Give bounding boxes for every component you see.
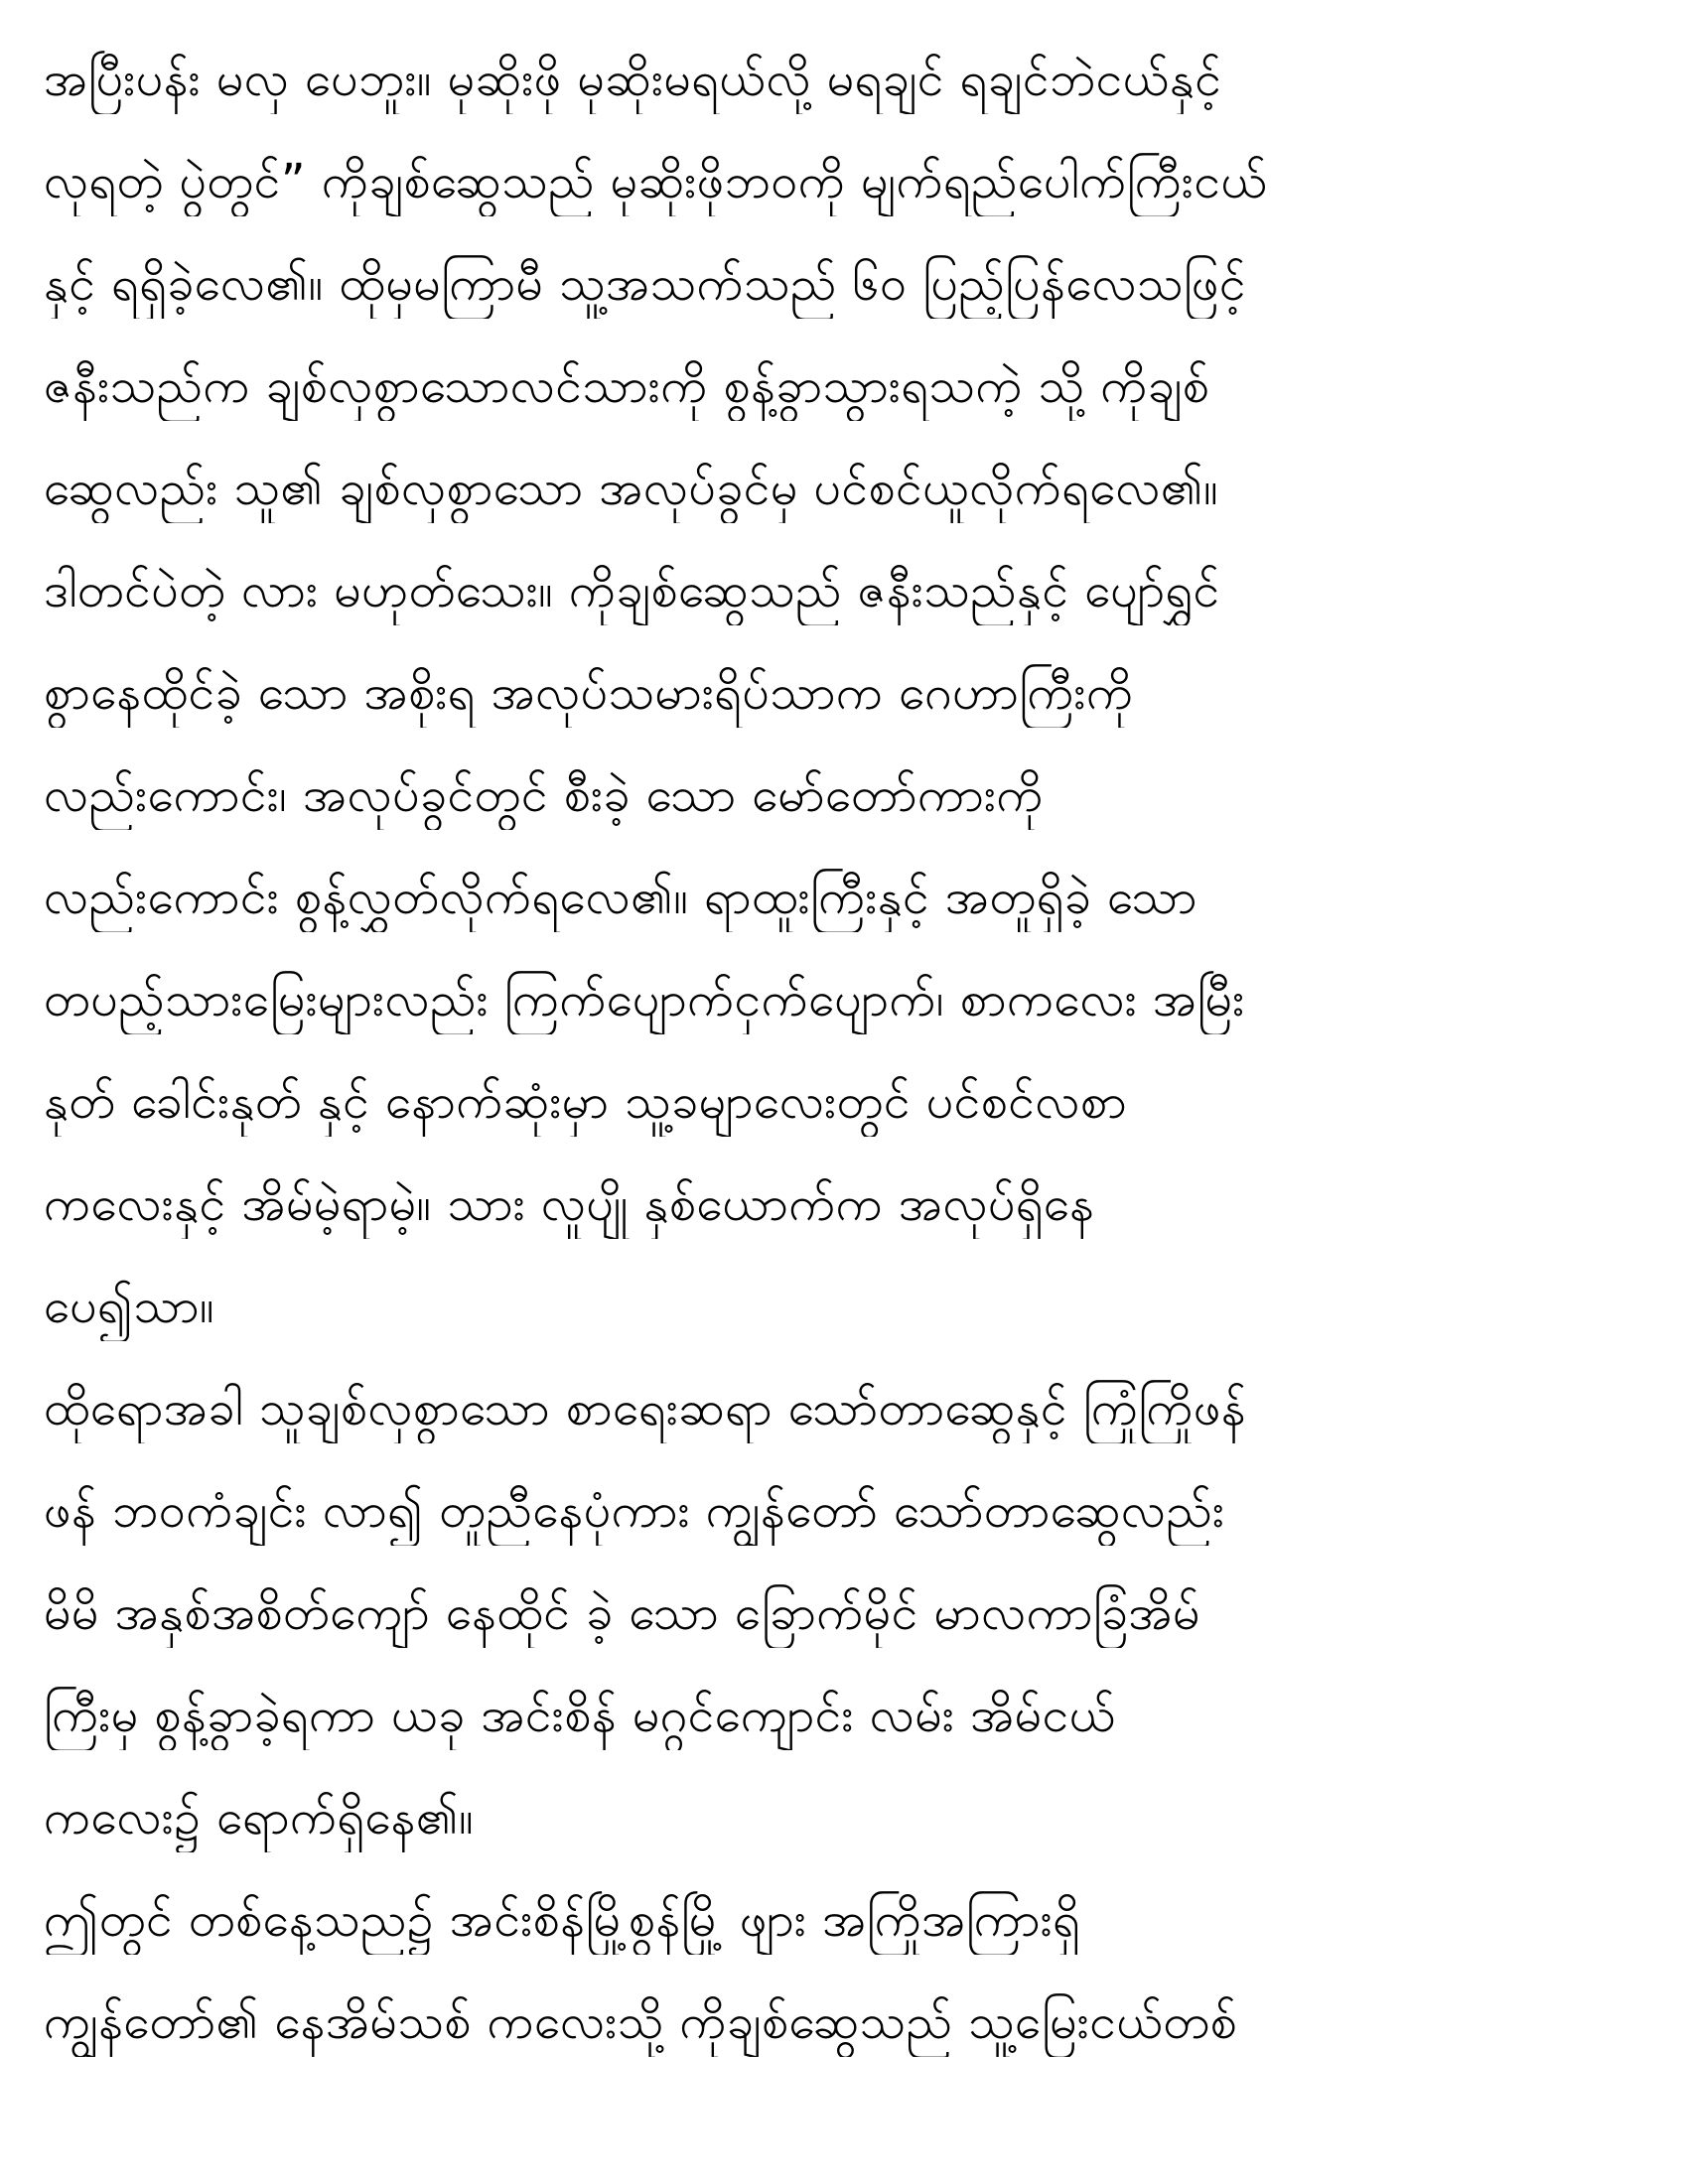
- text-line: ဤတွင် တစ်နေ့သည၌ အင်းစိန်မြို့စွန်မြို့ ဖျား အကြိုအကြားရှိ: [44, 1892, 1081, 1948]
- text-line: ကလေးနှင့် အိမ်မဲ့ရာမဲ့။ သား လူပျို နှစ်ယောက်က အလုပ်ရှိနေ: [44, 1176, 1095, 1232]
- text-line: ကျွန်တော်၏ နေအိမ်သစ် ကလေးသို့ ကိုချစ်ဆွေသည် သူ့မြေးငယ်တစ်: [44, 1994, 1238, 2050]
- text-line: ဇနီးသည်က ချစ်လှစွာသောလင်သားကို စွန့်ခွာသွားရသကဲ့ သို့ ကိုချစ်: [44, 358, 1210, 414]
- text-line: တပည့်သားမြေးများလည်း ကြက်ပျောက်ငှက်ပျောက်၊ စာကလေး အမြီး: [44, 972, 1245, 1027]
- text-line: လည်းကောင်း စွန့်လွှတ်လိုက်ရလေ၏။ ရာထူးကြီးနှင့် အတူရှိခဲ့ သော: [44, 870, 1197, 925]
- text-line: နှင့် ရရှိခဲ့လေ၏။ ထိုမှမကြာမီ သူ့အသက်သည် ၆၀ ပြည့်ပြန်လေသဖြင့်: [44, 256, 1246, 312]
- text-line: ဒါတင်ပဲတဲ့ လား မဟုတ်သေး။ ကိုချစ်ဆွေသည် ဇနီးသည်နှင့် ပျော်ရွှင်: [44, 563, 1220, 618]
- text-line: စွာနေထိုင်ခဲ့ သော အစိုးရ အလုပ်သမားရိပ်သာက ဂေဟာကြီးကို: [44, 665, 1134, 721]
- text-line: ကလေး၌ ရောက်ရှိနေ၏။: [44, 1790, 475, 1845]
- text-line: လုရတဲ့ ပွဲတွင်” ကိုချစ်ဆွေသည် မုဆိုးဖိုဘဝကို မျက်ရည်ပေါက်ကြီးငယ်: [44, 154, 1268, 209]
- text-line: ပေ၍သာ။: [44, 1279, 215, 1334]
- text-line: ဆွေလည်း သူ၏ ချစ်လှစွာသော အလုပ်ခွင်မှ ပင်စင်ယူလိုက်ရလေ၏။: [44, 461, 1219, 516]
- text-line: ကြီးမှ စွန့်ခွာခဲ့ရကာ ယခု အင်းစိန် မဂ္ဂင်ကျောင်း လမ်း အိမ်ငယ်: [44, 1688, 1116, 1743]
- text-line: လည်းကောင်း၊ အလုပ်ခွင်တွင် စီးခဲ့ သော မော်တော်ကားကို: [44, 767, 1044, 823]
- text-line: ဖန် ဘဝကံချင်း လာ၍ တူညီနေပုံကား ကျွန်တော် သော်တာဆွေလည်း: [44, 1483, 1225, 1539]
- text-line: ထိုရောအခါ သူချစ်လှစွာသော စာရေးဆရာ သော်တာဆွေနှင့် ကြုံကြိုဖန်: [44, 1381, 1247, 1436]
- text-line: အပြီးပန်း မလှ ပေဘူး။ မုဆိုးဖို မုဆိုးမရယ်လို့ မရချင် ရချင်ဘဲငယ်နှင့်: [44, 52, 1222, 107]
- text-line: မိမိ အနှစ်အစိတ်ကျော် နေထိုင် ခဲ့ သော ခြောက်မိုင် မာလကာခြံအိမ်: [44, 1585, 1200, 1641]
- text-line: နုတ် ခေါင်းနုတ် နှင့် နောက်ဆုံးမှာ သူ့ခမျာလေးတွင် ပင်စင်လစာ: [44, 1074, 1128, 1130]
